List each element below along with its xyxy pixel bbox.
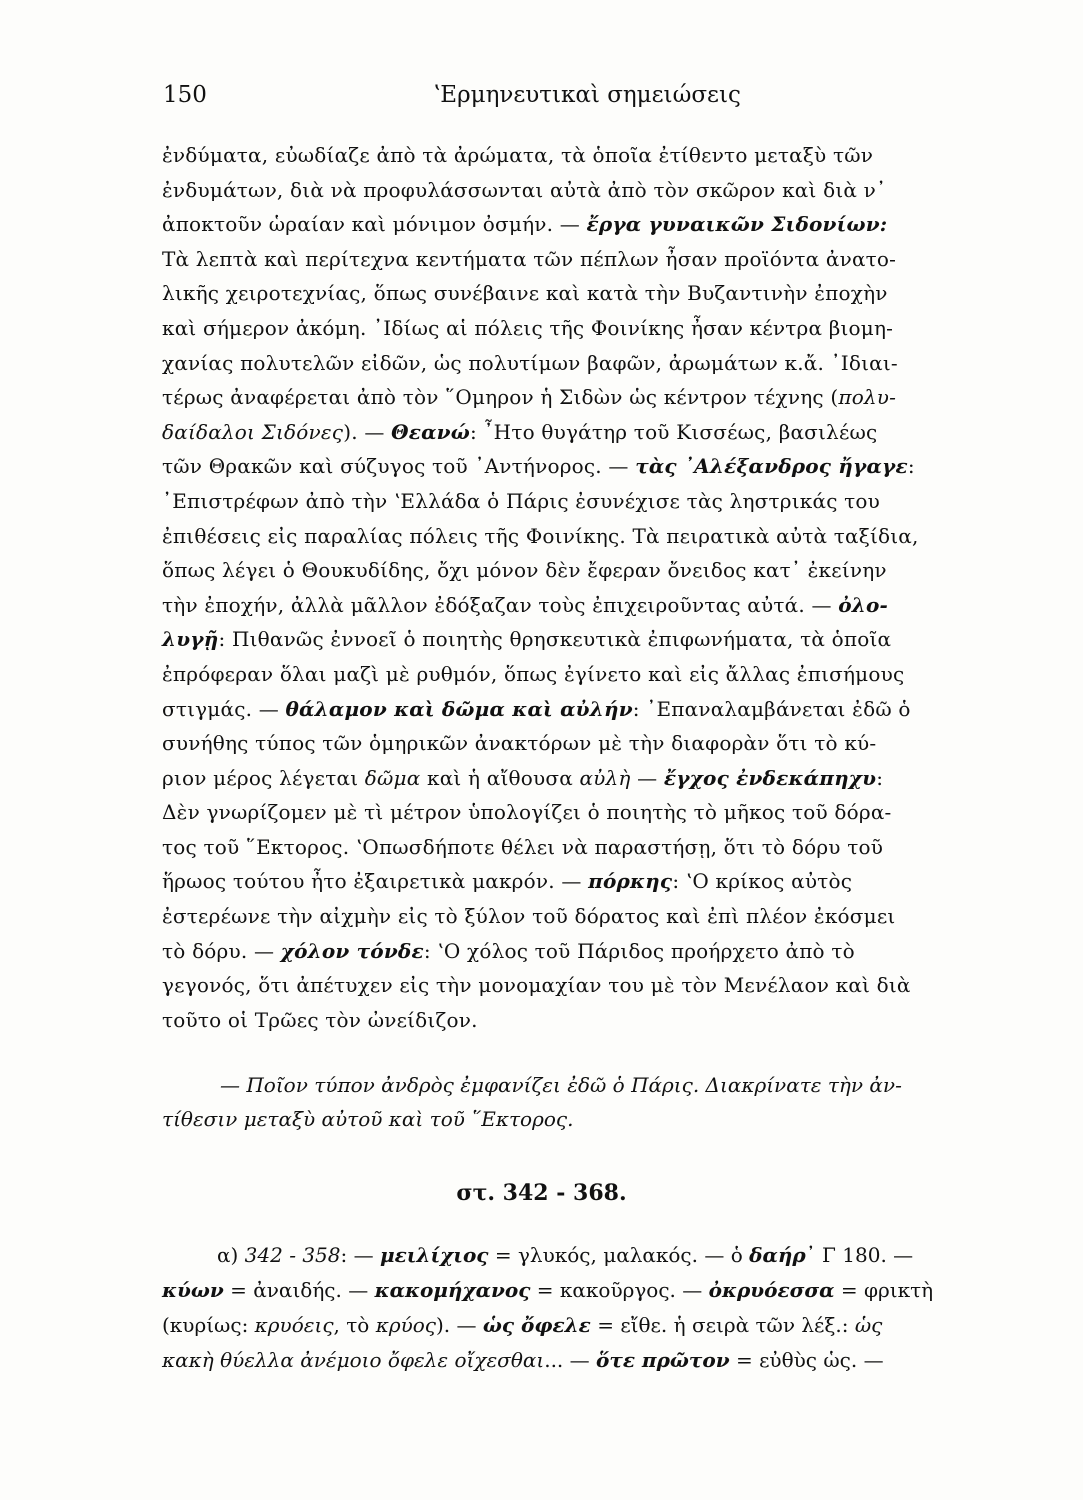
text-segment: ᾽Επιστρέφων ἀπὸ τὴν ʽΕλλάδα ὁ Πάρις ἐσυνέχισε τὰς ληστρικάς του xyxy=(162,488,881,513)
italic-text: κρυόεις xyxy=(254,1313,334,1337)
text-line xyxy=(162,1273,1000,1308)
text-segment: : ῏Ητο θυγάτηρ τοῦ Κισσέως, βασιλέως xyxy=(469,419,878,444)
text-line xyxy=(162,795,1000,830)
text-line xyxy=(162,553,1000,588)
text-line xyxy=(162,242,1000,277)
running-title: ʽΕρμηνευτικαὶ σημειώσεις xyxy=(433,82,741,108)
text-segment: Δὲν γνωρίζομεν μὲ τὶ μέτρον ὑπολογίζει ὁ ποιητὴς τὸ μῆκος τοῦ δόρα- xyxy=(162,800,892,825)
text-segment: ... — xyxy=(544,1348,597,1372)
lemma: μειλίχιος xyxy=(379,1243,489,1267)
text-line xyxy=(162,276,1000,311)
text-line xyxy=(162,830,1000,865)
lemma: ἔγχος ἐνδεκάπηχυ xyxy=(663,765,877,790)
text-segment: ). — xyxy=(343,419,392,444)
text-segment: χανίας πολυτελῶν εἰδῶν, ὡς πολυτίμων βαφῶν, ἀρωμάτων κ.ἄ. ᾽Ιδιαι- xyxy=(162,350,898,375)
text-segment: ριον μέρος λέγεται xyxy=(162,765,365,790)
text-segment: ἐνδύματα, εὐωδίαζε ἀπὸ τὰ ἀρώματα, τὰ ὁποῖα ἐτίθεντο μεταξὺ τῶν xyxy=(162,143,874,167)
text-segment: στιγμάς. — xyxy=(162,696,286,721)
text-segment: : xyxy=(876,765,884,790)
italic-text: κακὴ θύελλα ἀνέμοιο ὄφελε οἴχεσθαι xyxy=(162,1348,545,1372)
lemma: θάλαμον καὶ δῶμα καὶ αὐλήν xyxy=(285,696,633,721)
italic-text: αὐλὴ xyxy=(579,765,631,790)
text-segment: ἐπρόφεραν ὅλαι μαζὶ μὲ ρυθμόν, ὅπως ἐγίνετο καὶ εἰς ἄλλας ἐπισήμους xyxy=(162,661,905,686)
text-line xyxy=(162,657,1000,692)
verse-notes xyxy=(162,1238,1000,1378)
text-segment: καὶ ἡ αἴθουσα xyxy=(420,765,580,790)
text-segment: τοῦτο οἱ Τρῶες τὸν ὠνείδιζον. xyxy=(162,1007,478,1032)
lemma: ὀκρυόεσσα xyxy=(708,1278,835,1302)
text-line xyxy=(162,311,1000,346)
italic-text: 342 - 358 xyxy=(244,1243,341,1267)
text-segment: ἀποκτοῦν ὡραίαν καὶ μόνιμον ὀσμήν. — xyxy=(162,212,587,237)
lemma: κύων xyxy=(162,1278,224,1302)
text-line xyxy=(162,761,1000,796)
text-line xyxy=(162,588,1000,623)
text-segment: = εἴθε. ἡ σειρὰ τῶν λέξ.: xyxy=(590,1313,855,1337)
text-segment: ὅπως λέγει ὁ Θουκυδίδης, ὄχι μόνον δὲν ἔφεραν ὄνειδος κατ᾽ ἐκείνην xyxy=(162,558,887,583)
text-line xyxy=(162,1238,1000,1273)
text-segment: ἐστερέωνε τὴν αἰχμὴν εἰς τὸ ξύλον τοῦ δόρατος καὶ ἐπὶ πλέον ἐκόσμει xyxy=(162,904,896,929)
text-segment: α) xyxy=(217,1243,245,1267)
lemma: ἔργα γυναικῶν Σιδονίων: xyxy=(586,212,888,237)
text-line xyxy=(162,415,1000,450)
text-segment: λικῆς χειροτεχνίας, ὅπως συνέβαινε καὶ κατὰ τὴν Βυζαντινὴν ἐποχὴν xyxy=(162,281,888,306)
text-segment: = εὐθὺς ὡς. — xyxy=(729,1348,884,1372)
text-segment: Τὰ λεπτὰ καὶ περίτεχνα κεντήματα τῶν πέπλων ἦσαν προϊόντα ἀνατο- xyxy=(162,246,897,271)
lemma: Θεανώ xyxy=(391,419,470,444)
italic-text: κρύος xyxy=(375,1313,436,1337)
text-line xyxy=(162,622,1000,657)
commentary-text xyxy=(162,138,1000,1037)
text-segment: ἐπιθέσεις εἰς παραλίας πόλεις τῆς Φοινίκης. Τὰ πειρατικὰ αὐτὰ ταξίδια, xyxy=(162,523,919,548)
text-segment: τῶν Θρακῶν καὶ σύζυγος τοῦ ᾽Αντήνορος. — xyxy=(162,454,636,479)
text-segment: = κακοῦργος. — xyxy=(530,1278,709,1302)
text-segment: : ʽΟ κρίκος αὐτὸς xyxy=(672,869,853,894)
text-line xyxy=(162,1308,1000,1343)
text-segment: ). — xyxy=(436,1313,483,1337)
text-segment: (κυρίως: xyxy=(162,1313,255,1337)
text-line xyxy=(162,1343,1000,1378)
italic-text: δῶμα xyxy=(364,765,421,790)
text-segment: = γλυκός, μαλακός. — ὁ xyxy=(488,1243,750,1267)
text-line xyxy=(162,726,1000,761)
lemma: ὀλο- xyxy=(838,592,889,617)
text-line xyxy=(162,346,1000,381)
text-line xyxy=(162,207,1000,242)
text-segment: : Πιθανῶς ἐννοεῖ ὁ ποιητὴς θρησκευτικὰ ἐπιφωνήματα, τὰ ὁποῖα xyxy=(218,627,892,652)
text-segment: συνήθης τύπος τῶν ὁμηρικῶν ἀνακτόρων μὲ τὴν διαφορὰν ὅτι τὸ κύ- xyxy=(162,731,877,756)
text-segment: τος τοῦ ῞Εκτορος. ʽΟπωσδήποτε θέλει νὰ παραστήσῃ, ὅτι τὸ δόρυ τοῦ xyxy=(162,834,884,859)
text-segment: = ἀναιδής. — xyxy=(223,1278,375,1302)
question-line: — Ποῖον τύπον ἀνδρὸς ἐμφανίζει ἐδῶ ὁ Πάρις. Διακρίνατε τὴν ἀν- xyxy=(220,1073,902,1097)
text-segment: γεγονός, ὅτι ἀπέτυχεν εἰς τὴν μονομαχίαν του μὲ τὸν Μενέλαον καὶ διὰ xyxy=(162,973,911,998)
text-line xyxy=(162,1003,1000,1038)
page-number: 150 xyxy=(163,82,207,108)
lemma: ὡς ὄφελε xyxy=(482,1313,591,1337)
text-segment: ἥρωος τούτου ἦτο ἐξαιρετικὰ μακρόν. — xyxy=(162,869,589,894)
text-segment: : ᾽Επαναλαμβάνεται ἐδῶ ὁ xyxy=(632,696,911,721)
text-segment: καὶ σήμερον ἀκόμη. ᾽Ιδίως αἱ πόλεις τῆς Φοινίκης ἦσαν κέντρα βιομη- xyxy=(162,315,894,340)
text-segment: τέρως ἀναφέρεται ἀπὸ τὸν ῞Ομηρον ἡ Σιδὼν ὡς κέντρον τέχνης ( xyxy=(162,385,839,410)
text-line xyxy=(162,138,1000,173)
lemma: χόλον τόνδε xyxy=(280,938,424,963)
text-segment: — xyxy=(630,765,664,790)
italic-text: πολυ- xyxy=(838,385,897,410)
italic-text: δαίδαλοι Σιδόνες xyxy=(162,419,344,444)
text-segment: τὸ δόρυ. — xyxy=(162,938,281,963)
text-segment: : xyxy=(907,454,915,479)
text-line xyxy=(162,449,1000,484)
text-segment: : ʽΟ χόλος τοῦ Πάριδος προήρχετο ἀπὸ τὸ xyxy=(423,938,855,963)
text-line xyxy=(162,968,1000,1003)
text-line xyxy=(162,864,1000,899)
text-segment: , τὸ xyxy=(333,1313,376,1337)
italic-text: ὡς xyxy=(854,1313,883,1337)
lemma: πόρκης xyxy=(588,869,673,894)
lemma: ὅτε πρῶτον xyxy=(596,1348,730,1372)
text-line xyxy=(162,692,1000,727)
lemma: τὰς ᾽Αλέξανδρος ἤγαγε xyxy=(635,454,908,479)
text-segment: = φρικτὴ xyxy=(834,1278,934,1302)
text-segment: ἐνδυμάτων, διὰ νὰ προφυλάσσωνται αὐτὰ ἀπὸ τὸν σκῶρον καὶ διὰ ν᾽ xyxy=(162,177,887,202)
study-question xyxy=(162,1068,1000,1136)
page-header xyxy=(163,82,993,122)
text-segment: ᾽ Γ 180. — xyxy=(805,1243,914,1267)
text-segment: τὴν ἐποχήν, ἀλλὰ μᾶλλον ἐδόξαζαν τοὺς ἐπιχειροῦντας αὐτά. — xyxy=(162,592,839,617)
lemma: κακομήχανος xyxy=(374,1278,531,1302)
text-line xyxy=(162,519,1000,554)
question-line: τίθεσιν μεταξὺ αὐτοῦ καὶ τοῦ ῞Εκτορος. xyxy=(162,1107,574,1131)
text-line xyxy=(162,899,1000,934)
section-heading: στ. 342 - 368. xyxy=(456,1180,627,1206)
text-line xyxy=(162,380,1000,415)
lemma: λυγῇ xyxy=(162,627,219,652)
text-line xyxy=(162,173,1000,208)
text-segment: : — xyxy=(340,1243,380,1267)
lemma: δαήρ xyxy=(749,1243,806,1267)
text-line xyxy=(162,484,1000,519)
text-line xyxy=(162,934,1000,969)
